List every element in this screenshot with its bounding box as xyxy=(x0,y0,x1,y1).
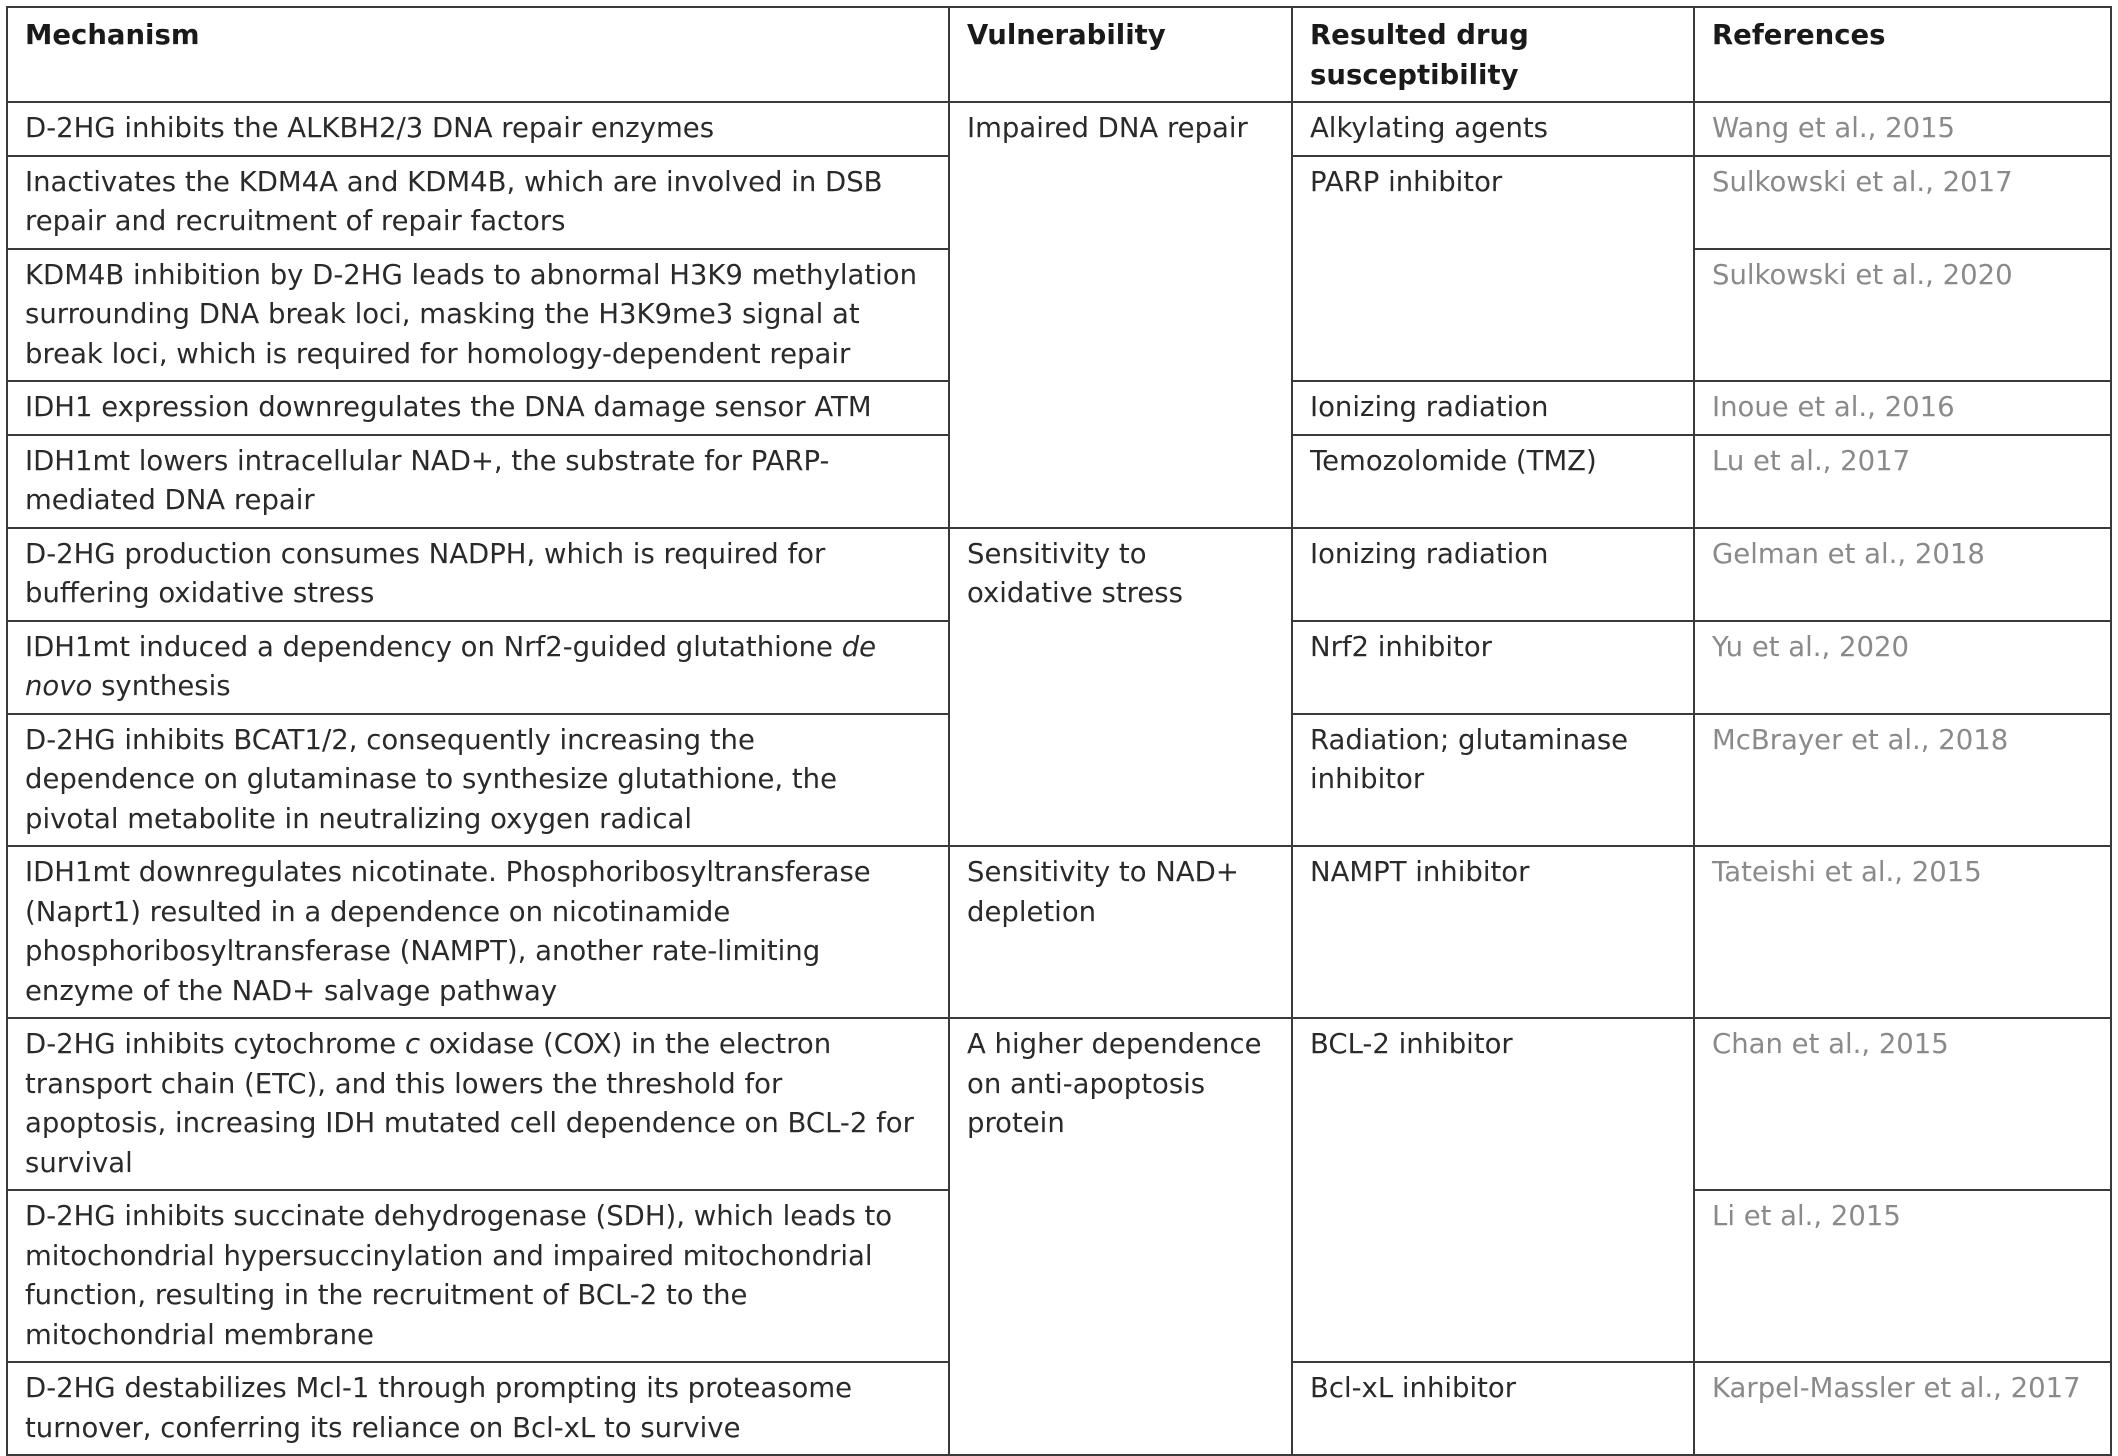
mechanism-cell: Inactivates the KDM4A and KDM4B, which are involved in DSB repair and recruitment of repair factors xyxy=(7,156,949,249)
mechanism-cell xyxy=(7,528,949,621)
drug-cell: NAMPT inhibitor xyxy=(1292,846,1694,1018)
mechanism-text: -2HG inhibits succinate dehydrogenase (SDH), which leads to mitochondrial hypersuccinylation and impaired mitochondrial function, resulting in the recruitment of BCL-2 to the mitochondrial membrane xyxy=(25,1200,893,1351)
reference-cell: Chan et al., 2015 xyxy=(1694,1018,2111,1190)
drug-cell: Ionizing radiation xyxy=(1292,528,1694,621)
reference-cell: McBrayer et al., 2018 xyxy=(1694,714,2111,847)
d-prefix: D xyxy=(312,258,334,291)
mechanism-text: -2HG inhibits BCAT1/2, consequently increasing the dependence on glutaminase to synthesize glutathione, the pivotal metabolite in neutralizing oxygen radical xyxy=(25,723,837,835)
reference-cell: Karpel-Massler et al., 2017 xyxy=(1694,1362,2111,1455)
mechanism-cell: IDH1mt downregulates nicotinate. Phosphoribosyltransferase (Naprt1) resulted in a dependence on nicotinamide phosphoribosyltransferase (NAMPT), another rate-limiting enzyme of the NAD+ salvage pathway xyxy=(7,846,949,1018)
d-prefix: D xyxy=(25,537,47,570)
vulnerability-cell: Sensitivity to NAD+ depletion xyxy=(949,846,1292,1018)
table-row xyxy=(7,528,2111,621)
mechanism-cell xyxy=(7,1018,949,1190)
table-row xyxy=(7,846,2111,1018)
vulnerability-cell: A higher dependence on anti-apoptosis protein xyxy=(949,1018,1292,1455)
table-container xyxy=(6,6,2112,1456)
d-prefix: D xyxy=(25,1028,47,1060)
d-prefix: D xyxy=(25,1372,47,1404)
mechanism-cell xyxy=(7,714,949,847)
reference-cell: Tateishi et al., 2015 xyxy=(1694,846,2111,1018)
table-row xyxy=(7,1018,2111,1190)
drug-cell: Bcl-xL inhibitor xyxy=(1292,1362,1694,1455)
mechanism-cell xyxy=(7,102,949,156)
drug-cell: PARP inhibitor xyxy=(1292,156,1694,382)
vulnerability-cell: Sensitivity to oxidative stress xyxy=(949,528,1292,847)
mechanism-text: -2HG production consumes NADPH, which is required for buffering oxidative stress xyxy=(25,537,826,609)
mechanism-text: IDH1mt induced a dependency on Nrf2-guided glutathione xyxy=(25,630,842,663)
mechanism-text: synthesis xyxy=(92,670,231,702)
mechanism-text: -2HG leads to abnormal H3K9 methylation surrounding DNA break loci, masking the H3K9me3 signal at break loci, which is required for homology-dependent repair xyxy=(25,258,918,370)
mechanism-cell: IDH1mt lowers intracellular NAD+, the substrate for PARP-mediated DNA repair xyxy=(7,435,949,528)
mechanism-text: -2HG inhibits cytochrome xyxy=(46,1028,405,1060)
mechanism-cell xyxy=(7,249,949,382)
table-row xyxy=(7,102,2111,156)
vulnerability-cell: Impaired DNA repair xyxy=(949,102,1292,528)
d-prefix: D xyxy=(25,112,47,144)
header-drug: Resulted drug susceptibility xyxy=(1292,7,1694,102)
drug-cell: Ionizing radiation xyxy=(1292,381,1694,435)
mechanism-italic: de novo xyxy=(25,630,877,702)
reference-cell: Sulkowski et al., 2017 xyxy=(1694,156,2111,249)
d-prefix: D xyxy=(25,1200,47,1232)
d-prefix: D xyxy=(25,723,47,756)
header-row xyxy=(7,7,2111,102)
mechanism-cell xyxy=(7,1190,949,1362)
mechanism-text: KDM4B inhibition by xyxy=(25,258,313,291)
header-vulnerability: Vulnerability xyxy=(949,7,1292,102)
drug-cell: Temozolomide (TMZ) xyxy=(1292,435,1694,528)
drug-cell: Nrf2 inhibitor xyxy=(1292,621,1694,714)
header-references: References xyxy=(1694,7,2111,102)
drug-cell: Alkylating agents xyxy=(1292,102,1694,156)
reference-cell: Lu et al., 2017 xyxy=(1694,435,2111,528)
reference-cell: Wang et al., 2015 xyxy=(1694,102,2111,156)
vulnerability-table xyxy=(6,6,2112,1456)
reference-cell: Inoue et al., 2016 xyxy=(1694,381,2111,435)
mechanism-cell xyxy=(7,621,949,714)
header-mechanism: Mechanism xyxy=(7,7,949,102)
drug-cell: Radiation; glutaminase inhibitor xyxy=(1292,714,1694,847)
mechanism-text: -2HG destabilizes Mcl-1 through prompting its proteasome turnover, conferring its reliance on Bcl-xL to survive xyxy=(25,1372,853,1444)
reference-cell: Li et al., 2015 xyxy=(1694,1190,2111,1362)
mechanism-text: -2HG inhibits the ALKBH2/3 DNA repair enzymes xyxy=(46,112,715,144)
reference-cell: Yu et al., 2020 xyxy=(1694,621,2111,714)
mechanism-cell xyxy=(7,1362,949,1455)
mechanism-cell: IDH1 expression downregulates the DNA damage sensor ATM xyxy=(7,381,949,435)
mechanism-italic: c xyxy=(404,1028,421,1060)
reference-cell: Sulkowski et al., 2020 xyxy=(1694,249,2111,382)
reference-cell: Gelman et al., 2018 xyxy=(1694,528,2111,621)
mechanism-text: oxidase (COX) in the electron transport chain (ETC), and this lowers the threshold for apoptosis, increasing IDH mutated cell dependence on BCL-2 for survival xyxy=(25,1028,914,1179)
drug-cell: BCL-2 inhibitor xyxy=(1292,1018,1694,1362)
